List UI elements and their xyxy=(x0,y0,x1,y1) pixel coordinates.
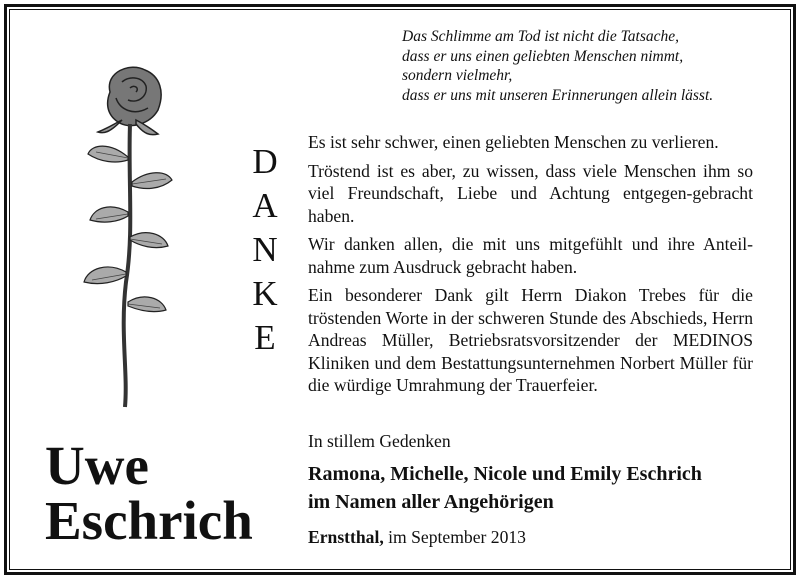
quote-line: dass er uns einen geliebten Menschen nimmt, xyxy=(402,47,684,65)
danke-letter: K xyxy=(252,274,278,313)
paragraph-4: Ein besonderer Dank gilt Herrn Diakon Trebes für die tröstenden Worte in der schweren Stunde des Abschieds, Herrn Andreas Müller, Betriebsratsvorsitzender der MEDINOS Kliniken und dem Bestattungsunternehmen Norbert Müller für die würdige Umrahmung der Trauerfeier. xyxy=(308,285,753,395)
quote-line: Das Schlimme am Tod ist nicht die Tatsache, xyxy=(402,28,679,45)
quote-block xyxy=(402,27,782,105)
danke-letter: D xyxy=(252,142,278,181)
first-name: Uwe xyxy=(45,435,149,496)
family-line-1: Ramona, Michelle, Nicole und Emily Eschrich xyxy=(308,463,702,485)
danke-vertical-word xyxy=(240,140,290,360)
deceased-name xyxy=(45,435,253,551)
paragraph-1: Es ist sehr schwer, einen geliebten Menschen zu verlieren. xyxy=(308,132,719,152)
danke-letter: N xyxy=(252,230,278,269)
quote-line: dass er uns mit unseren Erinnerungen allein lässt. xyxy=(402,86,714,104)
rose-icon xyxy=(70,62,190,412)
paragraph-2: Tröstend ist es aber, zu wissen, dass viele Menschen ihm so viel Freundschaft, Liebe und Achtung entgegen-gebracht haben. xyxy=(308,160,753,226)
quote-line: sondern vielmehr, xyxy=(402,67,513,84)
last-name: Eschrich xyxy=(45,490,253,551)
gedenken-line: In stillem Gedenken xyxy=(308,431,451,451)
place-date xyxy=(308,527,526,548)
danke-letter: E xyxy=(254,318,276,357)
family-signature xyxy=(308,460,702,516)
danke-letter: A xyxy=(252,186,278,225)
place-name: Ernstthal, xyxy=(308,527,384,547)
thank-you-text xyxy=(308,131,753,403)
family-line-2: im Namen aller Angehörigen xyxy=(308,491,554,513)
date-text: im September 2013 xyxy=(383,527,526,547)
paragraph-3: Wir danken allen, die mit uns mitgefühlt und ihre Anteil-nahme zum Ausdruck gebracht haben. xyxy=(308,234,753,277)
